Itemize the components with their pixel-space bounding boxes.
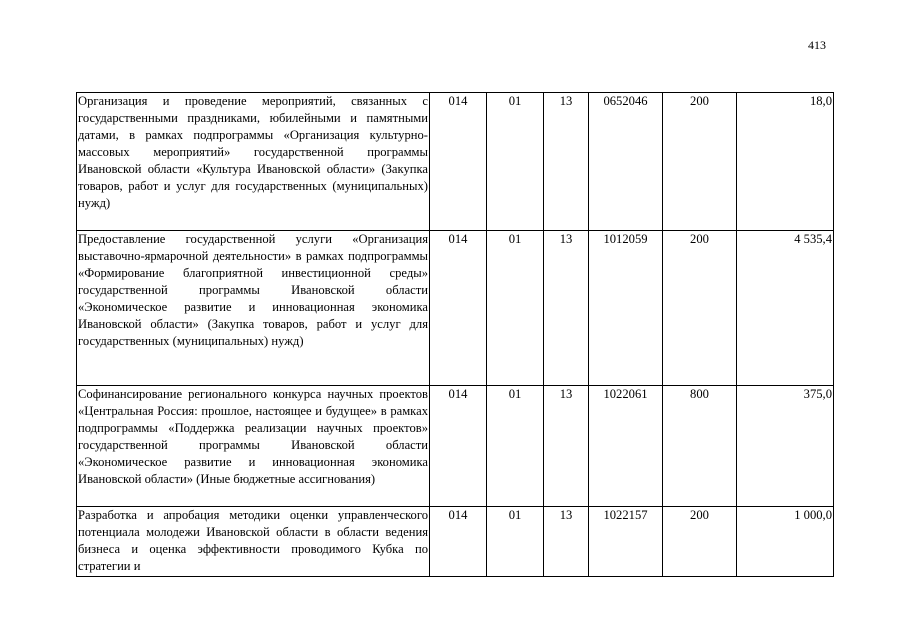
row-amount: 4 535,4 [737, 231, 834, 386]
table-row [77, 93, 834, 231]
row-description: Софинансирование регионального конкурса научных проектов «Центральная Россия: прошлое, настоящее и будущее» в рамках подпрограммы «Поддержка реализации научных проектов» государственной программы Ивановской области «Экономическое развитие и инновационная экономика Ивановской области» (Иные бюджетные ассигнования) [77, 386, 430, 507]
row-ministry-code: 014 [430, 386, 487, 507]
row-section-code: 01 [487, 386, 544, 507]
row-target-article: 0652046 [589, 93, 663, 231]
row-ministry-code: 014 [430, 507, 487, 577]
row-description: Организация и проведение мероприятий, связанных с государственными праздниками, юбилейными и памятными датами, в рамках подпрограммы «Организация культурно-массовых мероприятий» государственной программы Ивановской области «Культура Ивановской области» (Закупка товаров, работ и услуг для государственных (муниципальных) нужд) [77, 93, 430, 231]
row-subsection-code: 13 [544, 231, 589, 386]
row-amount: 1 000,0 [737, 507, 834, 577]
table-row [77, 507, 834, 577]
row-subsection-code: 13 [544, 386, 589, 507]
row-expense-type: 200 [663, 507, 737, 577]
row-target-article: 1022061 [589, 386, 663, 507]
row-ministry-code: 014 [430, 93, 487, 231]
row-amount: 375,0 [737, 386, 834, 507]
row-expense-type: 800 [663, 386, 737, 507]
row-ministry-code: 014 [430, 231, 487, 386]
table-row [77, 386, 834, 507]
budget-table [76, 92, 834, 577]
row-section-code: 01 [487, 93, 544, 231]
page-number: 413 [808, 38, 826, 52]
row-expense-type: 200 [663, 231, 737, 386]
row-section-code: 01 [487, 231, 544, 386]
row-subsection-code: 13 [544, 93, 589, 231]
row-amount: 18,0 [737, 93, 834, 231]
row-subsection-code: 13 [544, 507, 589, 577]
row-description: Предоставление государственной услуги «Организация выставочно-ярмарочной деятельности» в рамках подпрограммы «Формирование благоприятной инвестиционной среды» государственной программы Ивановской области «Экономическое развитие и инновационная экономика Ивановской области» (Закупка товаров, работ и услуг для государственных (муниципальных) нужд) [77, 231, 430, 386]
table-row [77, 231, 834, 386]
row-expense-type: 200 [663, 93, 737, 231]
row-description: Разработка и апробация методики оценки управленческого потенциала молодежи Ивановской области в области ведения бизнеса и оценка эффективности проводимого Кубка по стратегии и [77, 507, 430, 577]
row-target-article: 1022157 [589, 507, 663, 577]
row-section-code: 01 [487, 507, 544, 577]
row-target-article: 1012059 [589, 231, 663, 386]
